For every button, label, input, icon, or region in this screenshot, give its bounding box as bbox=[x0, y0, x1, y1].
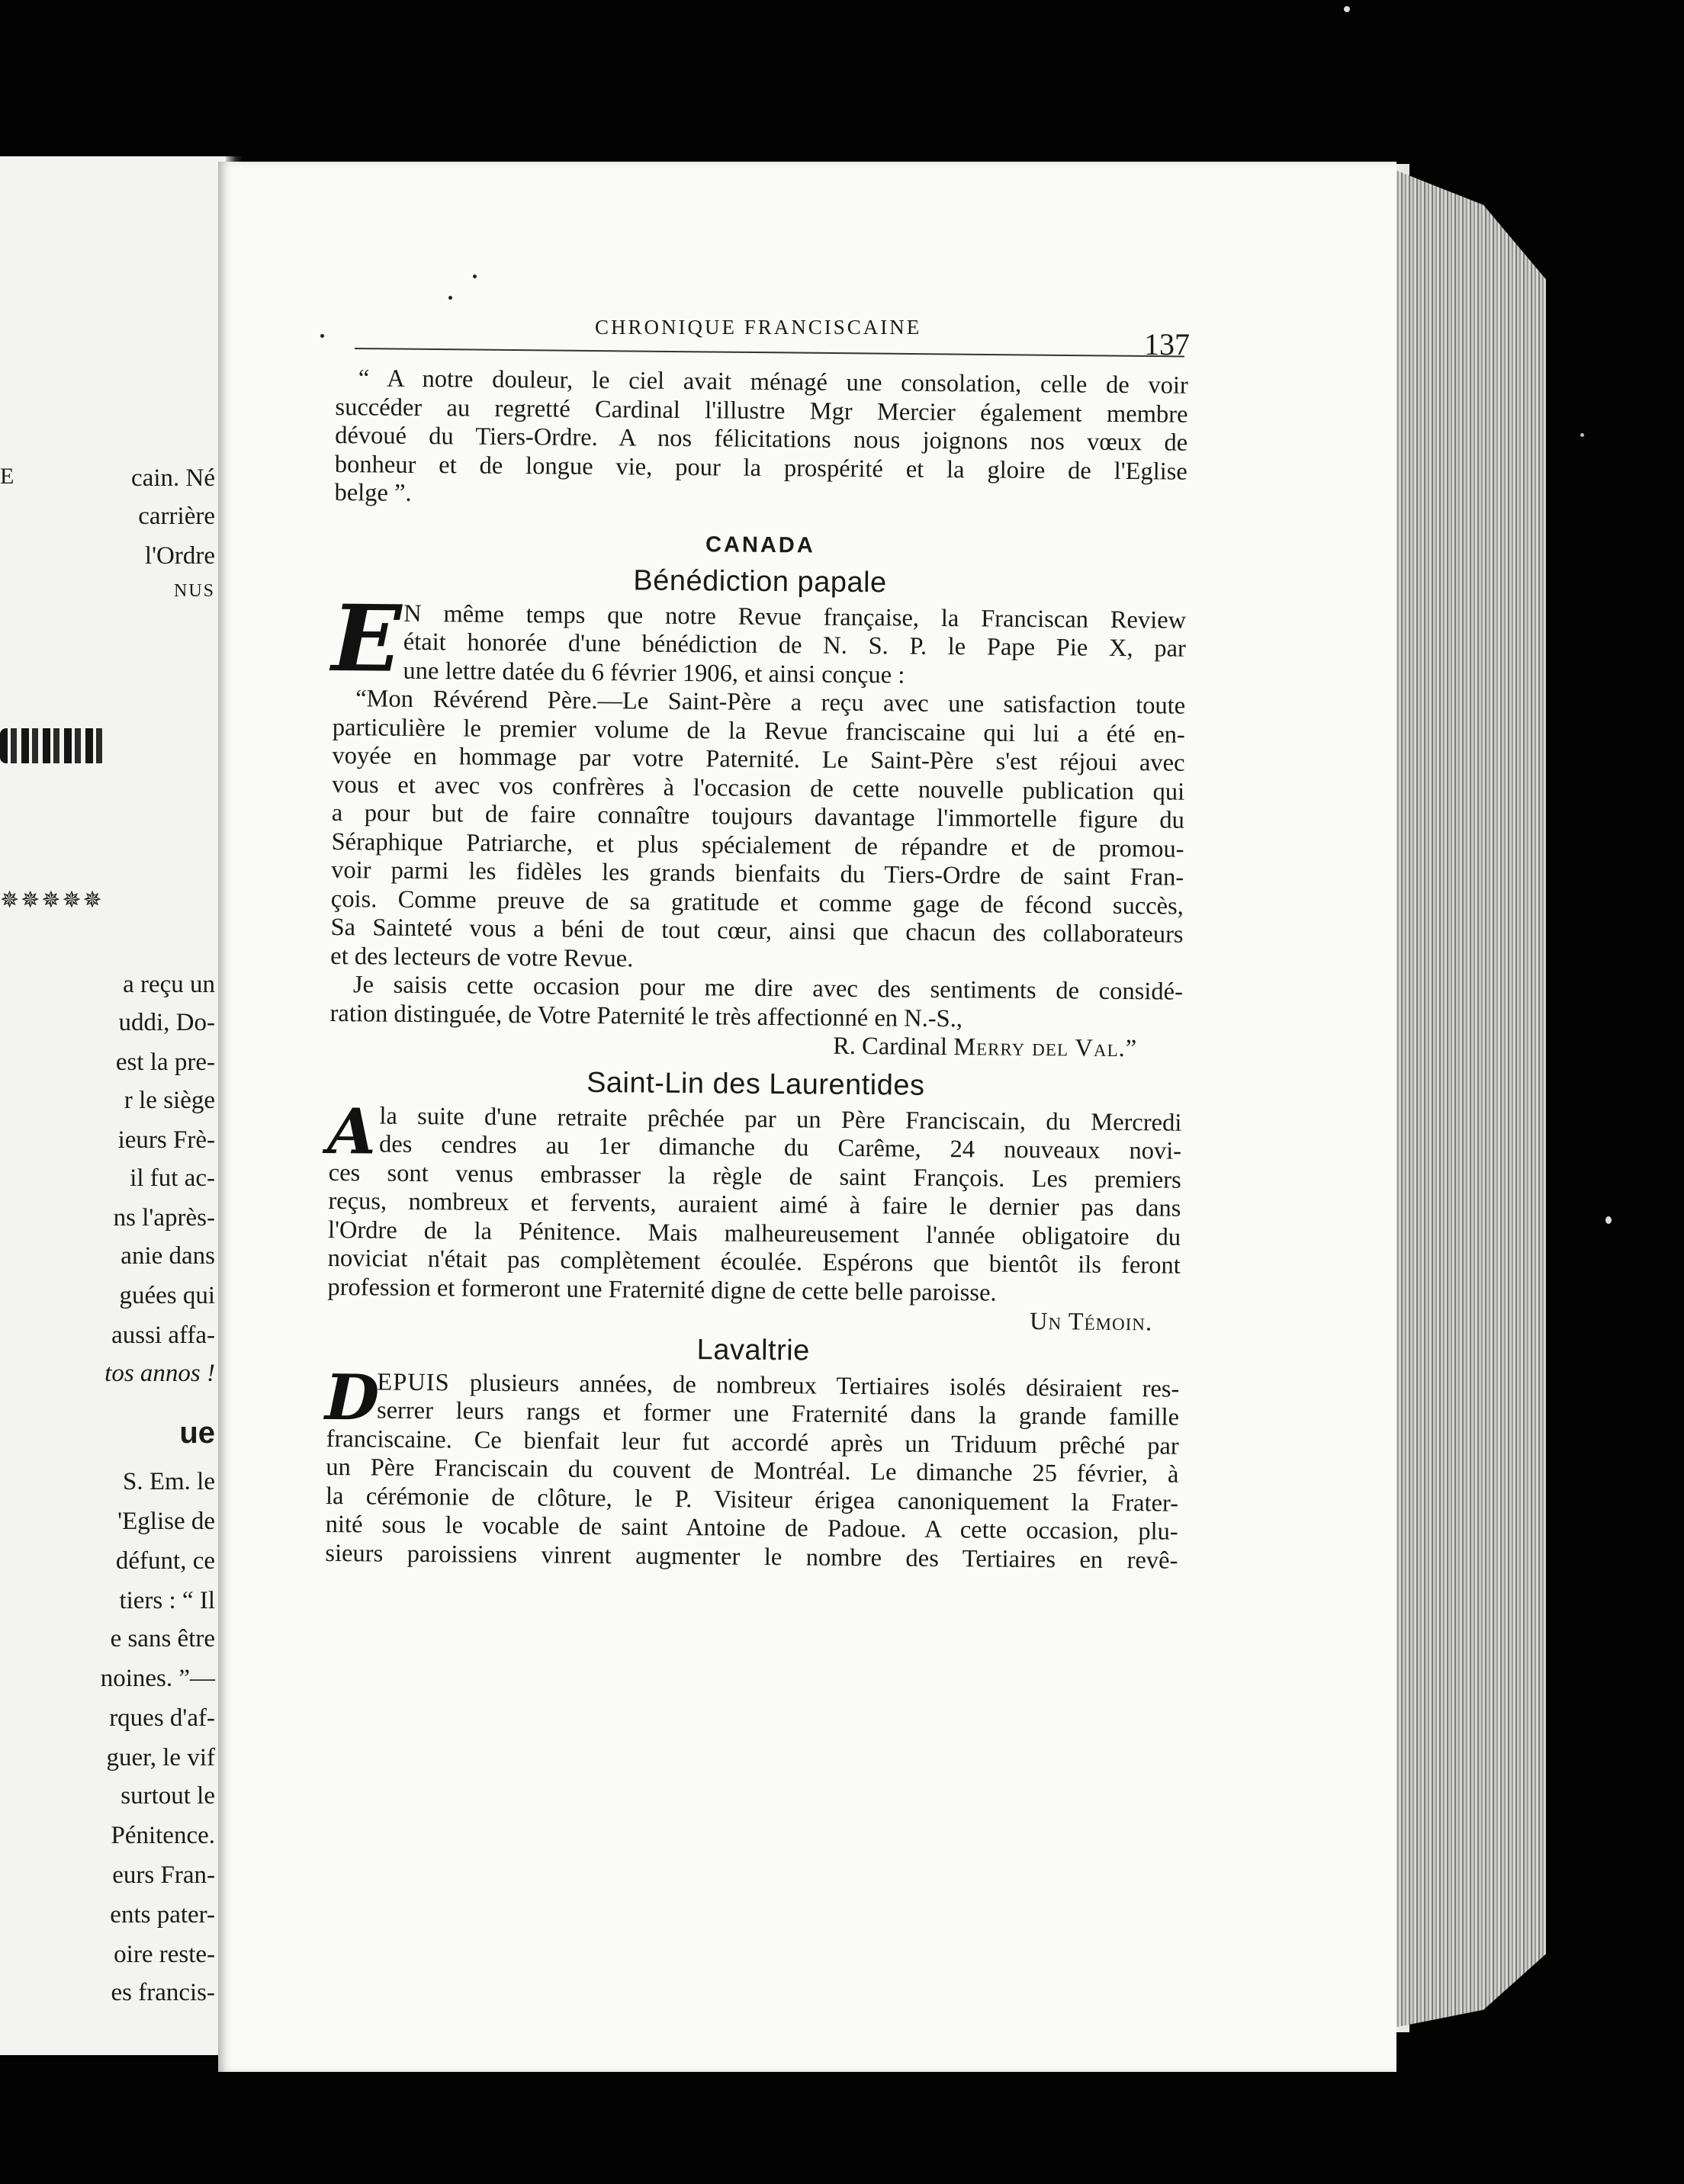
temoin-signature: Un Témoin. bbox=[1029, 1307, 1153, 1337]
page-number: 137 bbox=[1144, 327, 1190, 361]
left-page-line: il fut ac- bbox=[130, 1164, 215, 1192]
left-page-line: Pénitence. bbox=[111, 1822, 215, 1849]
text-line: dévoué du Tiers-Ordre. A nos félicitations nous joignons nos vœux de bbox=[335, 421, 1188, 457]
text-line: noviciat n'était pas complètement écoulée. Espérons que bientôt ils feront bbox=[327, 1244, 1181, 1280]
drop-cap-e: E bbox=[331, 584, 402, 693]
text-line: serrer leurs rangs et former une Fraternité dans la grande famille bbox=[376, 1396, 1180, 1431]
left-page-line: ents pater- bbox=[110, 1901, 215, 1929]
left-page-line: e sans être bbox=[110, 1625, 215, 1652]
text-line: la cérémonie de clôture, le P. Visiteur érigea canoniquement la Frater- bbox=[325, 1482, 1179, 1518]
left-page-line: défunt, ce bbox=[115, 1547, 215, 1575]
drop-cap-a: A bbox=[326, 1094, 377, 1168]
text-line: Sa Sainteté vous a béni de tout cœur, ainsi que chacun des collaborateurs bbox=[330, 913, 1184, 949]
left-page-line: NUS bbox=[173, 581, 215, 601]
left-page-line: a reçu un bbox=[123, 971, 215, 998]
section-heading-canada: CANADA bbox=[705, 532, 815, 557]
left-page-line: aussi affa- bbox=[111, 1322, 215, 1349]
left-page-line: anie dans bbox=[121, 1242, 215, 1270]
text-line: et des lecteurs de votre Revue. bbox=[330, 942, 634, 972]
text-line: Je saisis cette occasion pour me dire avec des sentiments de considé- bbox=[352, 971, 1184, 1006]
signature-name: Merry del Val. bbox=[953, 1033, 1126, 1063]
text-line: “ A notre douleur, le ciel avait ménagé une consolation, celle de voir bbox=[358, 365, 1188, 400]
text-line: a pour but de faire connaître toujours davantage l'immortelle figure du bbox=[331, 798, 1184, 834]
left-page-line: eurs Fran- bbox=[112, 1861, 215, 1889]
left-page-line: tos annos ! bbox=[104, 1360, 215, 1387]
text-line: profession et formeront une Fraternité digne de cette belle paroisse. bbox=[327, 1273, 997, 1307]
saint-lin-paragraph bbox=[326, 1094, 1182, 1338]
text-line: nité sous le vocable de saint Antoine de Padoue. A cette occasion, plu- bbox=[325, 1510, 1178, 1546]
left-page-line: surtout le bbox=[121, 1782, 215, 1810]
left-page-stars: ✵✵✵✵✵ bbox=[0, 887, 104, 914]
heading-saint-lin: Saint-Lin des Laurentides bbox=[586, 1066, 925, 1102]
left-page-line: rques d'af- bbox=[109, 1704, 215, 1732]
left-page-line: oire reste- bbox=[114, 1941, 215, 1968]
left-page-line: S. Em. le bbox=[123, 1468, 215, 1495]
intro-quote bbox=[334, 365, 1188, 515]
left-page-ornament bbox=[0, 728, 107, 763]
text-line: voir parmi les fidèles les grands bienfaits du Tiers-Ordre de saint Fran- bbox=[331, 856, 1184, 891]
text-line: un Père Franciscain du couvent de Montréal. Le dimanche 25 février, à bbox=[326, 1453, 1179, 1489]
text-line: voyée en hommage par votre Paternité. Le Saint-Père s'est réjoui avec bbox=[332, 741, 1185, 777]
text-line: sieurs paroissiens vinrent augmenter le nombre des Tertiaires en revê- bbox=[325, 1539, 1178, 1575]
text-line: reçus, nombreux et fervents, auraient aimé à faire le dernier pas dans bbox=[328, 1187, 1181, 1222]
speck bbox=[448, 296, 452, 300]
left-page-line: guées qui bbox=[119, 1282, 215, 1309]
text-line: ces sont venus embrasser la règle de saint François. Les premiers bbox=[328, 1158, 1181, 1194]
text-line: ration distinguée, de Votre Paternité le très affectionné en N.-S., bbox=[329, 999, 963, 1033]
text-line: la suite d'une retraite prêchée par un Père Franciscain, du Mercredi bbox=[379, 1102, 1182, 1137]
text-line: belge ”. bbox=[334, 478, 412, 507]
left-page-line: est la pre- bbox=[115, 1049, 215, 1076]
running-head: CHRONIQUE FRANCISCAINE bbox=[595, 316, 922, 339]
left-page-line: cain. Né bbox=[131, 464, 215, 492]
left-page-line: noines. ”— bbox=[100, 1665, 215, 1692]
text-line: particulière le premier volume de la Revue franciscaine qui lui a été en- bbox=[332, 713, 1185, 749]
text-line: vous et avec vos confrères à l'occasion de cette nouvelle publication qui bbox=[332, 770, 1185, 806]
left-page-line: ns l'après- bbox=[113, 1204, 215, 1232]
page-stack-edges bbox=[1390, 168, 1546, 2028]
speck bbox=[473, 275, 477, 278]
left-page-line: ue bbox=[179, 1416, 215, 1450]
heading-benediction: Bénédiction papale bbox=[633, 564, 887, 599]
heading-lavaltrie: Lavaltrie bbox=[696, 1333, 810, 1367]
text-line: Séraphique Patriarche, et plus spécialement de répandre et de promou- bbox=[331, 827, 1184, 863]
signature-prefix: R. Cardinal bbox=[833, 1032, 948, 1061]
left-page-line: uddi, Do- bbox=[118, 1009, 215, 1036]
signature-close: ” bbox=[1125, 1035, 1137, 1063]
text-line: était honorée d'une bénédiction de N. S. P. le Pape Pie X, par bbox=[403, 628, 1186, 663]
text-line: çois. Comme preuve de sa gratitude et comme gage de fécond succès, bbox=[330, 885, 1184, 920]
text-line: succéder au regretté Cardinal l'illustre Mgr Mercier également membre bbox=[335, 393, 1188, 429]
page-content bbox=[325, 365, 1188, 1575]
text-line: N même temps que notre Revue française, la Franciscan Review bbox=[403, 599, 1187, 634]
text-line: l'Ordre de la Pénitence. Mais malheureusement l'année obligatoire du bbox=[327, 1216, 1181, 1251]
text-line: bonheur et de longue vie, pour la prospérité et la gloire de l'Eglise bbox=[334, 450, 1187, 486]
lavaltrie-paragraph bbox=[324, 1360, 1180, 1575]
drop-cap-d: D bbox=[324, 1360, 380, 1435]
speck bbox=[320, 334, 324, 338]
left-page-line: carrière bbox=[138, 503, 215, 530]
text-line: une lettre datée du 6 février 1906, et ainsi conçue : bbox=[403, 657, 905, 689]
left-page-line: 'Eglise de bbox=[117, 1508, 215, 1535]
left-page-line: guer, le vif bbox=[106, 1744, 215, 1771]
left-page-line: l'Ordre bbox=[144, 542, 215, 570]
text-line: franciscaine. Ce bienfait leur fut accordé après un Triduum prêché par bbox=[326, 1424, 1179, 1460]
left-page-line: tiers : “ Il bbox=[119, 1587, 215, 1614]
speck bbox=[1605, 1216, 1612, 1224]
text-line: “Mon Révérend Père.—Le Saint-Père a reçu avec une satisfaction toute bbox=[355, 685, 1186, 720]
first-word: EPUIS bbox=[377, 1368, 450, 1396]
left-page bbox=[0, 156, 229, 2055]
benediction-intro bbox=[331, 584, 1187, 693]
left-page-line: E bbox=[0, 464, 14, 489]
speck bbox=[1580, 433, 1584, 437]
text-segment: plusieurs années, de nombreux Tertiaires isolés désiraient res- bbox=[469, 1369, 1180, 1403]
left-page-line: es francis- bbox=[111, 1979, 215, 2006]
left-page-line: ieurs Frè- bbox=[117, 1126, 215, 1154]
papal-letter bbox=[329, 685, 1185, 1064]
speck bbox=[1344, 6, 1350, 12]
left-page-line: r le siège bbox=[124, 1087, 215, 1114]
text-line: des cendres au 1er dimanche du Carême, 24 nouveaux novi- bbox=[378, 1130, 1182, 1165]
